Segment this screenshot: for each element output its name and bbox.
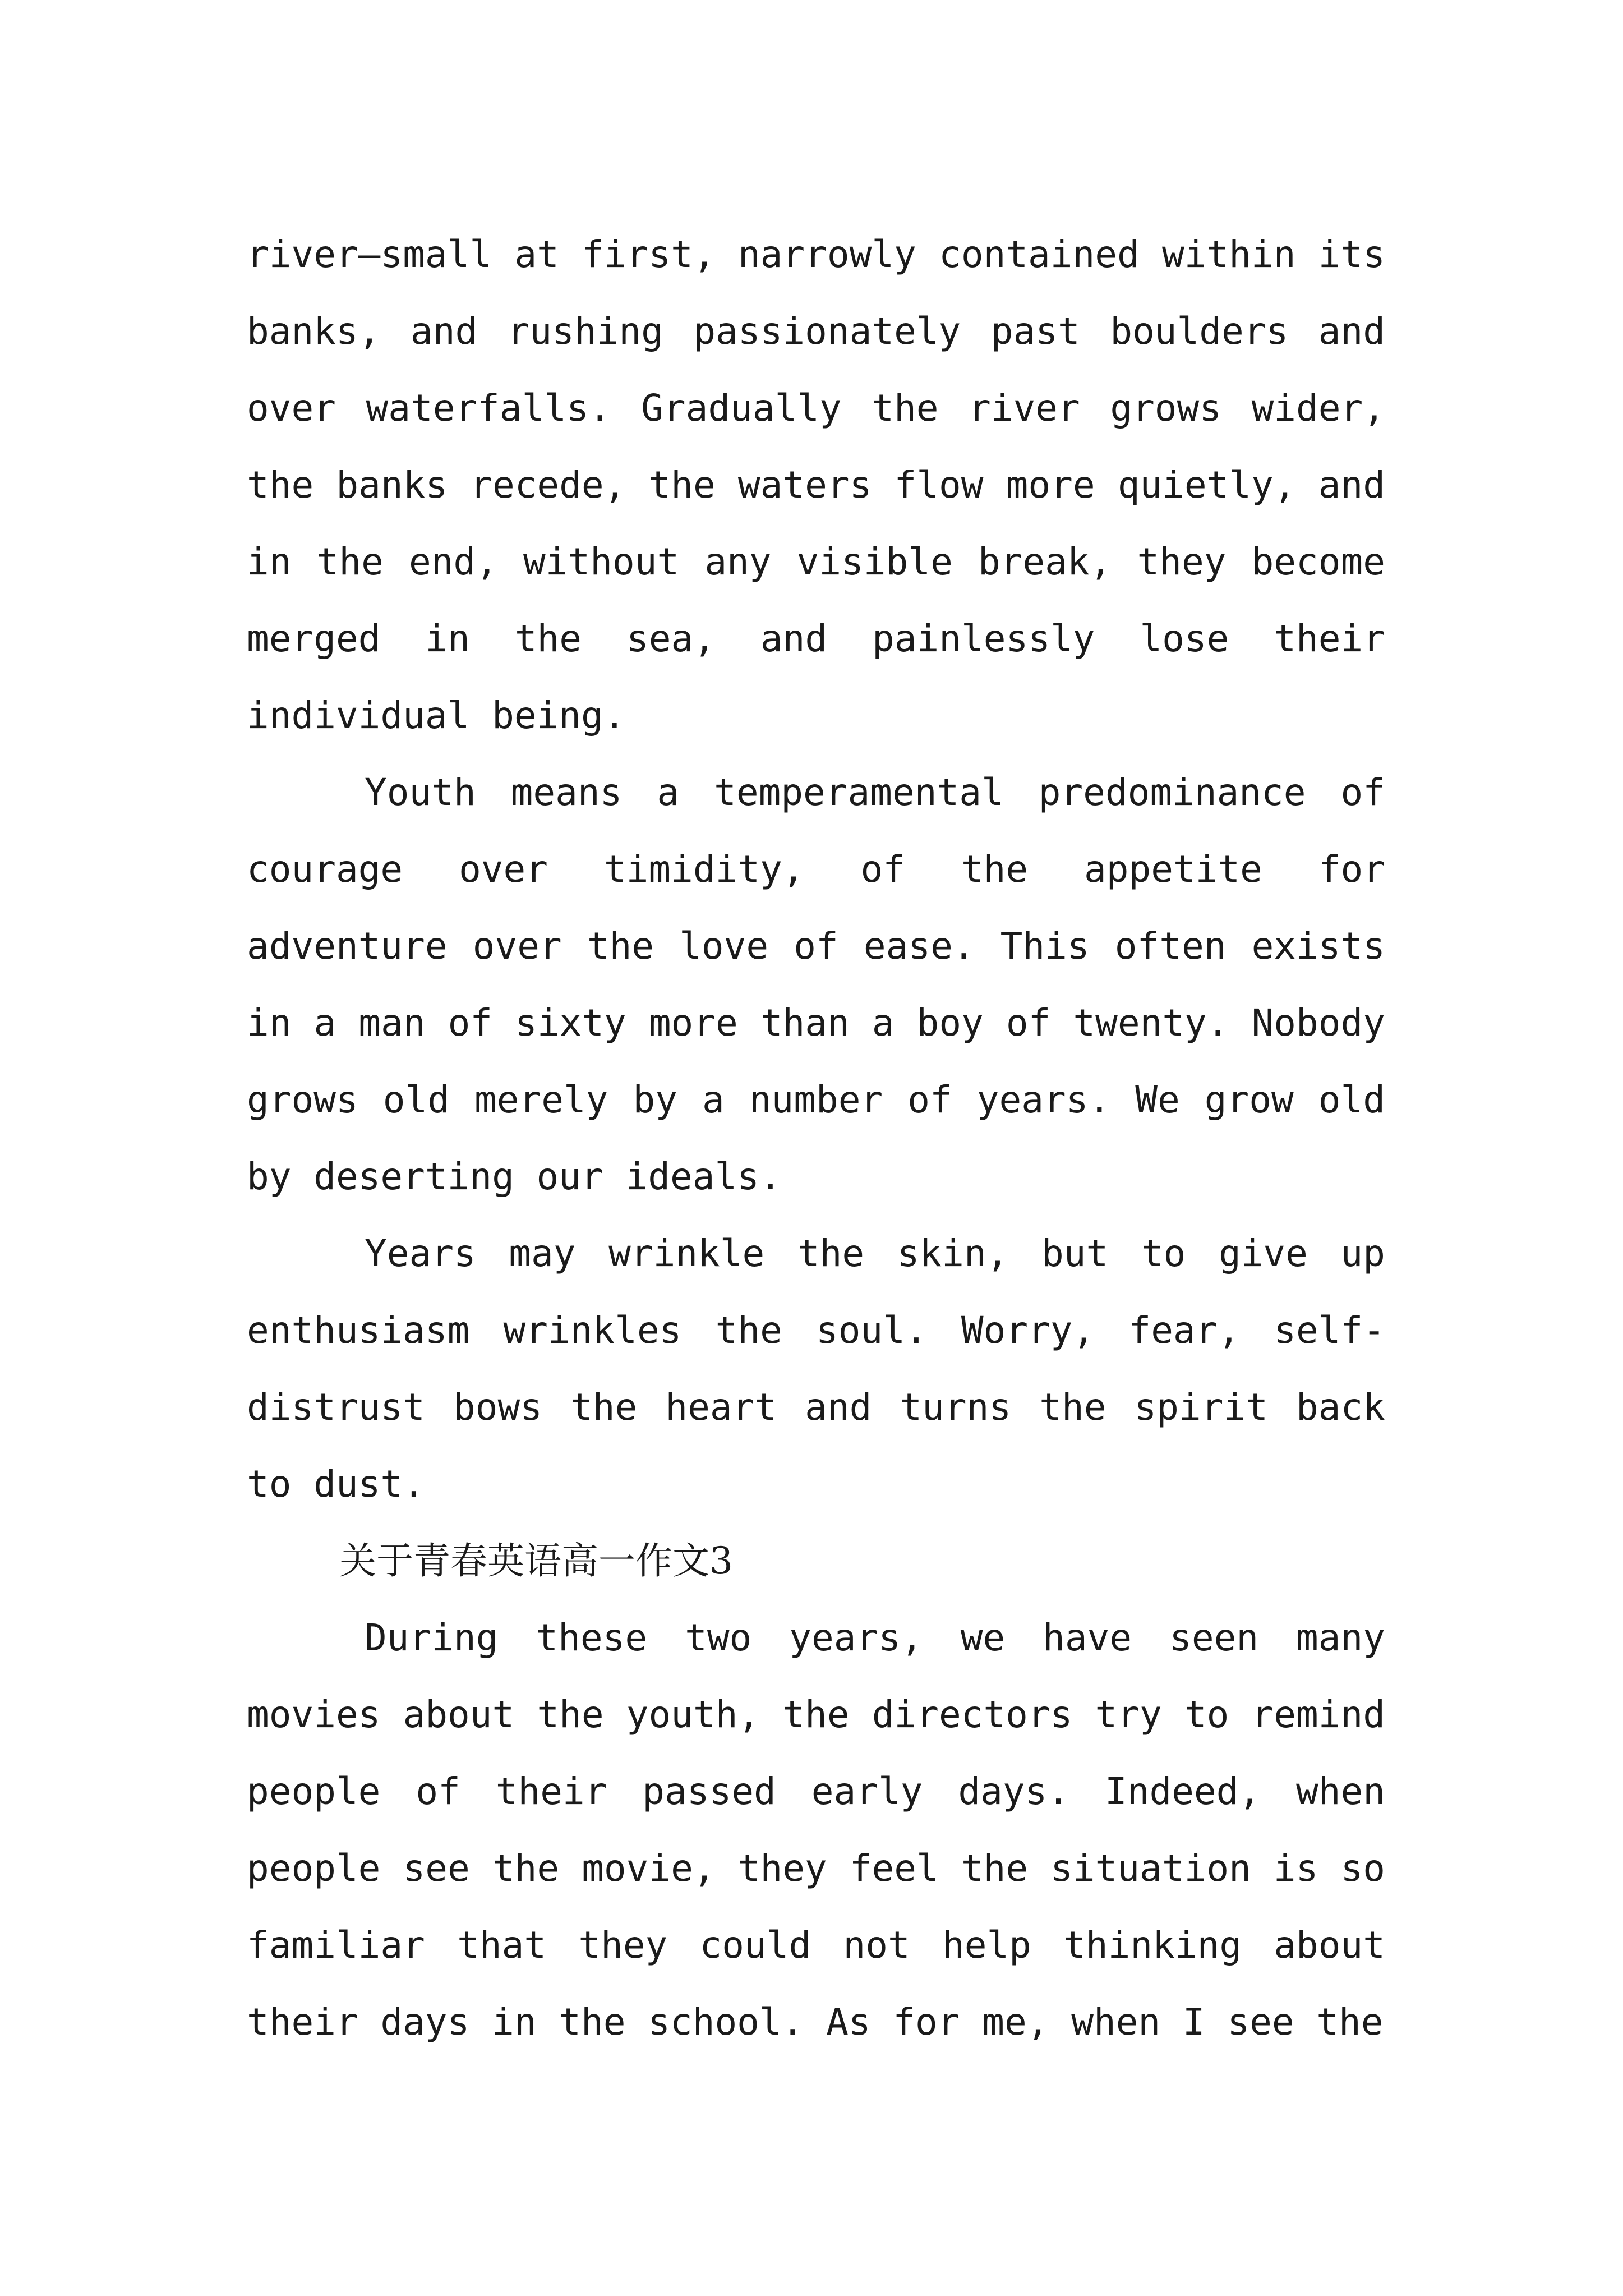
- document-body: [247, 216, 1385, 2060]
- section-heading: 关于青春英语高一作文3: [339, 1539, 733, 1582]
- paragraph-during-these-years: During these two years, we have seen many movies about the youth, the directors try to remind people of their passed early days. Indeed, when people see the movie, they feel the situation is so familiar that they could not help thinking about their days in the school. As for me, when I see the: [247, 1616, 1385, 2044]
- paragraph-river: river—small at first, narrowly contained within its banks, and rushing passionately past boulders and over waterfalls. Gradually the river grows wider, the banks recede, the waters flow more quietly, and in the end, without any visible break, they become merged in the sea, and painlessly lose their individual being.: [247, 233, 1385, 737]
- paragraph-years-may-wrinkle: Years may wrinkle the skin, but to give up enthusiasm wrinkles the soul. Worry, fear, self-distrust bows the heart and turns the spirit back to dust.: [247, 1232, 1385, 1506]
- paragraph-youth-means: Youth means a temperamental predominance of courage over timidity, of the appetite for adventure over the love of ease. This often exists in a man of sixty more than a boy of twenty. Nobody grows old merely by a number of years. We grow old by deserting our ideals.: [247, 771, 1385, 1198]
